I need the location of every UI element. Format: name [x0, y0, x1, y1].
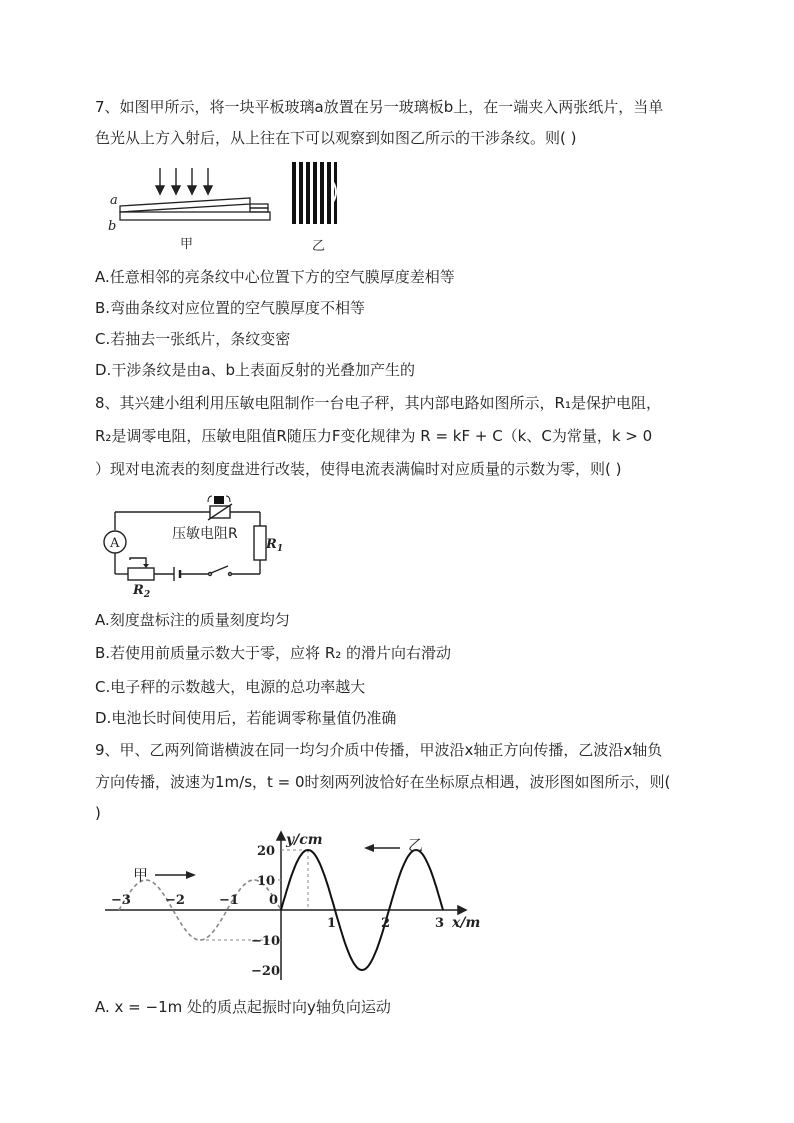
q9-wave-chart — [100, 828, 500, 988]
y-tick-label: −10 — [251, 934, 280, 949]
q8-option-b[interactable]: B.若使用前质量示数大于零，应将 R₂ 的滑片向右滑动 — [95, 644, 452, 662]
wave-jia-direction-arrow — [186, 871, 196, 879]
q9-stem-line2: 方向传播，波速为1m/s，t = 0时刻两列波恰好在坐标原点相遇，波形图如图所示，则( — [95, 773, 671, 791]
label-a: a — [110, 193, 118, 208]
wave-yi-label: 乙 — [408, 836, 424, 854]
x-tick-label: 3 — [435, 916, 445, 931]
q7-option-c[interactable]: C.若抽去一张纸片，条纹变密 — [95, 330, 291, 348]
x-axis-label: x/m — [452, 915, 481, 931]
r1-label: $R_1$ — [266, 537, 284, 554]
glass-plates — [120, 198, 270, 220]
q8-circuit-diagram — [100, 490, 284, 600]
label-yi: 乙 — [312, 239, 326, 254]
x-tick-label: 2 — [381, 916, 391, 931]
q8-option-d[interactable]: D.电池长时间使用后，若能调零称量值仍准确 — [95, 709, 397, 727]
q8-option-a[interactable]: A.刻度盘标注的质量刻度均匀 — [95, 611, 290, 629]
q9-stem-line1: 9、甲、乙两列简谐横波在同一均匀介质中传播，甲波沿x轴正方向传播，乙波沿x轴负 — [95, 741, 663, 759]
q8-stem-line1: 8、其兴建小组利用压敏电阻制作一台电子秤，其内部电路如图所示，R₁是保护电阻， — [95, 394, 661, 412]
q8-stem-line2: R₂是调零电阻，压敏电阻值R随压力F变化规律为 R = kF + C（k、C为常量，k > 0 — [95, 427, 653, 445]
light-ray-arrows — [156, 168, 212, 194]
q9-stem-line3: ) — [95, 804, 101, 822]
q7-option-d[interactable]: D.干涉条纹是由a、b上表面反射的光叠加产生的 — [95, 361, 416, 379]
y-axis-arrow — [277, 832, 285, 840]
q7-stem-line1: 7、如图甲所示，将一块平板玻璃a放置在另一玻璃板b上，在一端夹入两张纸片，当单 — [95, 98, 664, 116]
sensor-label: 压敏电阻R — [172, 526, 238, 542]
ammeter-label: A — [110, 536, 120, 551]
wave-yi-direction-arrow — [364, 844, 374, 852]
x-tick-label: −1 — [219, 893, 239, 908]
label-jia: 甲 — [180, 237, 194, 252]
y-axis-label: y/cm — [286, 832, 323, 848]
x-tick-label: 0 — [269, 893, 279, 908]
y-tick-label: 20 — [257, 844, 276, 859]
wave-jia-label: 甲 — [133, 866, 149, 884]
label-b: b — [108, 219, 117, 234]
r2-label: $R_2$ — [133, 583, 151, 600]
interference-fringes — [292, 162, 337, 224]
x-tick-label: 1 — [327, 916, 337, 931]
x-tick-label: −2 — [165, 893, 185, 908]
q7-option-b[interactable]: B.弯曲条纹对应位置的空气膜厚度不相等 — [95, 299, 366, 317]
q8-stem-line3: ）现对电流表的刻度盘进行改装，使得电流表满偏时对应质量的示数为零，则( ) — [95, 460, 622, 478]
y-tick-label: 10 — [257, 874, 276, 889]
q8-option-c[interactable]: C.电子秤的示数越大，电源的总功率越大 — [95, 678, 366, 696]
x-tick-label: −3 — [111, 893, 131, 908]
q7-figure — [100, 160, 340, 255]
q9-option-a[interactable]: A. x = −1m 处的质点起振时向y轴负向运动 — [95, 998, 391, 1016]
y-tick-label: −20 — [251, 964, 280, 979]
q7-stem-line2: 色光从上方入射后，从上往在下可以观察到如图乙所示的干涉条纹。则( ) — [95, 129, 577, 147]
q7-option-a[interactable]: A.任意相邻的亮条纹中心位置下方的空气膜厚度差相等 — [95, 268, 455, 286]
x-axis-arrow — [458, 906, 466, 914]
